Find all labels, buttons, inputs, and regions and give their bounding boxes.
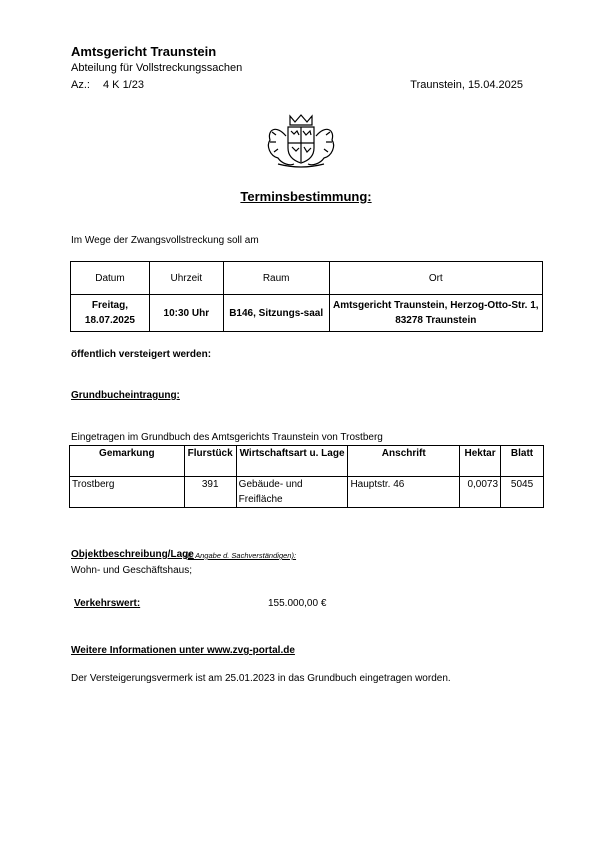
header-flurstueck: Flurstück [184,446,236,477]
case-number-label: Az.: [71,79,90,91]
cell-flurstueck: 391 [184,477,236,508]
header-datum: Datum [71,262,150,295]
header-anschrift: Anschrift [348,446,460,477]
appointment-table [70,261,543,332]
department: Abteilung für Vollstreckungssachen [71,62,243,74]
header-blatt: Blatt [501,446,544,477]
land-register-intro: Eingetragen im Grundbuch des Amtsgerichts Traunstein von Trostberg [71,432,383,443]
header-raum: Raum [223,262,329,295]
table-header-row [70,446,544,477]
header-gemarkung: Gemarkung [70,446,185,477]
intro-text: Im Wege der Zwangsvollstreckung soll am [71,235,259,246]
cell-wirtschaftsart: Gebäude- und Freifläche [236,477,348,508]
document-title: Terminsbestimmung: [240,189,372,204]
header-hektar: Hektar [460,446,501,477]
header-ort: Ort [329,262,542,295]
bavarian-coat-of-arms-icon [262,112,340,170]
cell-ort: Amtsgericht Traunstein, Herzog-Otto-Str. 1, 83278 Traunstein [329,295,542,332]
cell-uhrzeit: 10:30 Uhr [149,295,223,332]
object-description-note: (lt. Angabe d. Sachverständigen): [185,551,297,560]
case-number: 4 K 1/23 [103,79,144,91]
cell-hektar: 0,0073 [460,477,501,508]
land-register-heading: Grundbucheintragung: [71,390,180,401]
table-row [71,295,543,332]
header-wirtschaftsart: Wirtschaftsart u. Lage [236,446,348,477]
place-date: Traunstein, 15.04.2025 [410,79,523,91]
cell-raum: B146, Sitzungs-saal [223,295,329,332]
market-value-label: Verkehrswert: [74,598,141,609]
table-row [70,477,544,508]
header-uhrzeit: Uhrzeit [149,262,223,295]
more-info-link[interactable]: Weitere Informationen unter www.zvg-portal.de [71,645,295,656]
table-header-row [71,262,543,295]
object-description-heading: Objektbeschreibung/Lage [71,549,194,560]
cell-gemarkung: Trostberg [70,477,185,508]
cell-anschrift: Hauptstr. 46 [348,477,460,508]
cell-datum: Freitag, 18.07.2025 [71,295,150,332]
market-value: 155.000,00 € [268,598,327,609]
cell-blatt: 5045 [501,477,544,508]
court-name: Amtsgericht Traunstein [71,44,217,59]
land-register-table [69,445,544,508]
auction-text: öffentlich versteigert werden: [71,349,212,360]
object-description: Wohn- und Geschäftshaus; [71,565,192,576]
registration-note: Der Versteigerungsvermerk ist am 25.01.2023 in das Grundbuch eingetragen worden. [71,673,451,684]
